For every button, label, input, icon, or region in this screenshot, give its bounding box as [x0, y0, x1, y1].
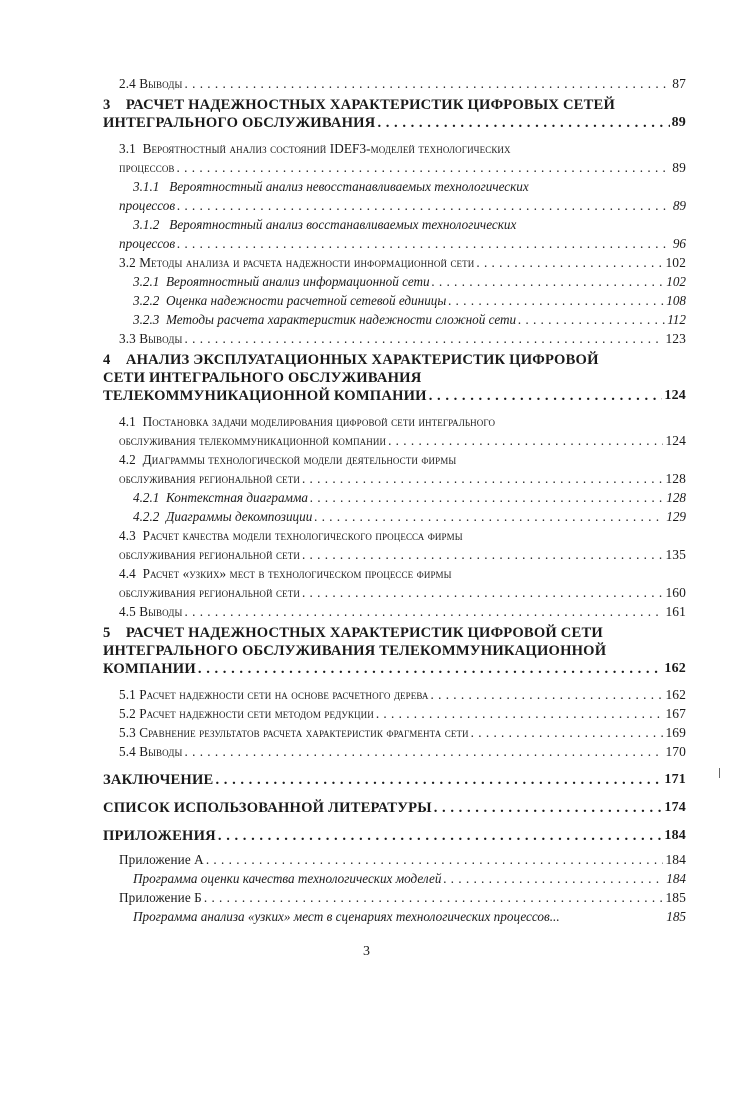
toc-entry-title-line1: Постановка задачи моделирования цифровой сети интегрального: [142, 414, 496, 429]
toc-entry-title: Выводы: [139, 604, 183, 619]
toc-entry-title-line2: обслуживания региональной сети: [119, 585, 300, 600]
page-number: 3: [363, 944, 370, 959]
toc-entry-title: ПРИЛОЖЕНИЯ: [103, 828, 216, 844]
toc-entry-4-2-1[interactable]: [133, 488, 686, 507]
toc-entry-5-1[interactable]: [119, 685, 686, 704]
toc-entry-number: 3.2.2: [133, 293, 160, 308]
toc-entry-number: 4.2.1: [133, 490, 160, 505]
toc-chapter-5[interactable]: [103, 624, 686, 678]
toc-entry-3-3[interactable]: [119, 329, 686, 348]
toc-entry-title-line2: обслуживания региональной сети: [119, 471, 300, 486]
toc-entry-title-line1: Вероятностный анализ состояний IDEF3-моделей технологических: [142, 141, 511, 156]
toc-entry-title: Диаграммы декомпозиции: [165, 509, 313, 524]
toc-chapter-title-line3: КОМПАНИИ: [103, 661, 196, 677]
toc-entry-title: Методы анализа и расчета надежности информационной сети: [139, 255, 475, 270]
toc-entry-number: 3.1.1: [133, 179, 160, 194]
toc-entry-number: 3.1: [119, 141, 136, 156]
toc-entry-4-1[interactable]: [119, 412, 686, 450]
toc-entry-page: 167: [665, 706, 686, 721]
toc-entry-5-3[interactable]: [119, 723, 686, 742]
toc-entry-page: 128: [665, 471, 686, 486]
toc-entry-page: 184: [665, 852, 686, 867]
toc-appendices[interactable]: [103, 827, 686, 845]
toc-entry-page: 124: [664, 388, 686, 403]
toc-entry-5-2[interactable]: [119, 704, 686, 723]
scan-mark: [719, 768, 720, 778]
toc-chapter-3[interactable]: [103, 96, 686, 132]
toc-entry-number: 3.1.2: [133, 217, 160, 232]
toc-entry-number: 2.4: [119, 76, 136, 91]
toc-entry-title-line1: Расчет «узких» мест в технологическом процессе фирмы: [142, 566, 452, 581]
toc-entry-4-3[interactable]: [119, 526, 686, 564]
toc-chapter-title-line1: АНАЛИЗ ЭКСПЛУАТАЦИОННЫХ ХАРАКТЕРИСТИК ЦИФРОВОЙ: [125, 352, 599, 368]
toc-entry-page: 102: [666, 274, 686, 289]
toc-entry-title: Методы расчета характеристик надежности сложной сети: [165, 312, 517, 327]
toc-entry-title: Выводы: [139, 331, 183, 346]
toc-entry-title-line2: обслуживания региональной сети: [119, 547, 300, 562]
toc-chapter-title-line2: СЕТИ ИНТЕГРАЛЬНОГО ОБСЛУЖИВАНИЯ: [103, 370, 422, 386]
toc-entry-page: 102: [665, 255, 686, 270]
toc-chapter-title-line2: ИНТЕГРАЛЬНОГО ОБСЛУЖИВАНИЯ ТЕЛЕКОММУНИКАЦИОННОЙ: [103, 643, 607, 659]
toc-entry-number: 3.2.1: [133, 274, 160, 289]
toc-entry-3-2-3[interactable]: [133, 310, 686, 329]
toc-entry-number: 4.4: [119, 566, 136, 581]
toc-entry-3-2-2[interactable]: [133, 291, 686, 310]
toc-entry-page: 87: [672, 76, 686, 91]
toc-entry-number: 3.2: [119, 255, 136, 270]
toc-entry-page: 170: [665, 744, 686, 759]
toc-entry-2-4[interactable]: [119, 74, 686, 93]
toc-conclusion[interactable]: [103, 771, 686, 789]
toc-chapter-title-line3: ТЕЛЕКОММУНИКАЦИОННОЙ КОМПАНИИ: [103, 388, 427, 404]
toc-entry-4-5[interactable]: [119, 602, 686, 621]
toc-entry-number: 5.1: [119, 687, 136, 702]
toc-entry-number: 5.4: [119, 744, 136, 759]
toc-entry-title: Вероятностный анализ информационной сети: [165, 274, 430, 289]
toc-entry-page: 171: [664, 772, 686, 787]
toc-entry-number: 5.2: [119, 706, 136, 721]
toc-entry-page: 123: [665, 331, 686, 346]
toc-appendix-a[interactable]: [119, 850, 686, 869]
toc-entry-page: 108: [666, 293, 686, 308]
toc-entry-page: 135: [665, 547, 686, 562]
toc-entry-page: 185: [666, 909, 686, 924]
toc-entry-title: Оценка надежности расчетной сетевой единицы: [165, 293, 447, 308]
toc-entry-title-line2: процессов: [119, 198, 176, 213]
toc-entry-3-2-1[interactable]: [133, 272, 686, 291]
toc-entry-title-line1: Диаграммы технологической модели деятельности фирмы: [142, 452, 457, 467]
toc-entry-page: 169: [665, 725, 686, 740]
toc-chapter-title-line1: РАСЧЕТ НАДЕЖНОСТНЫХ ХАРАКТЕРИСТИК ЦИФРОВЫХ СЕТЕЙ: [125, 97, 616, 113]
toc-entry-number: 4.2: [119, 452, 136, 467]
toc-entry-number: 4.3: [119, 528, 136, 543]
toc-entry-page: 160: [665, 585, 686, 600]
toc-entry-page: 89: [672, 198, 686, 213]
toc-entry-title: Контекстная диаграмма: [165, 490, 308, 505]
toc-chapter-title-line2: ИНТЕГРАЛЬНОГО ОБСЛУЖИВАНИЯ: [103, 115, 376, 131]
toc-entry-title: Программа анализа «узких» мест в сценариях технологических процессов...: [133, 909, 560, 924]
toc-entry-number: 4.5: [119, 604, 136, 619]
toc-entry-page: 184: [666, 871, 686, 886]
toc-entry-3-1[interactable]: [119, 139, 686, 177]
toc-entry-page: 128: [666, 490, 686, 505]
toc-references[interactable]: [103, 799, 686, 817]
toc-entry-page: 124: [665, 433, 686, 448]
toc-entry-page: 89: [672, 160, 686, 175]
toc-entry-title-line1: Расчет качества модели технологического процесса фирмы: [142, 528, 463, 543]
toc-entry-3-1-1[interactable]: [119, 177, 686, 215]
toc-entry-title-line2: процессов: [119, 236, 176, 251]
toc-entry-page: 184: [664, 828, 686, 843]
toc-entry-page: 162: [664, 661, 686, 676]
toc-entry-title: Сравнение результатов расчета характеристик фрагмента сети: [139, 725, 469, 740]
toc-entry-3-2[interactable]: [119, 253, 686, 272]
toc-entry-page: 185: [665, 890, 686, 905]
toc-entry-title: СПИСОК ИСПОЛЬЗОВАННОЙ ЛИТЕРАТУРЫ: [103, 800, 432, 816]
toc-entry-number: 4.1: [119, 414, 136, 429]
toc-entry-3-1-2[interactable]: [119, 215, 686, 253]
toc-entry-title: Выводы: [139, 76, 183, 91]
toc-entry-number: 4.2.2: [133, 509, 160, 524]
toc-entry-4-2-2[interactable]: [133, 507, 686, 526]
toc-entry-title-line1: Вероятностный анализ восстанавливаемых технологических: [169, 217, 517, 232]
toc-chapter-number: 4: [103, 352, 111, 368]
table-of-contents: [103, 74, 686, 926]
toc-entry-page: 162: [665, 687, 686, 702]
toc-entry-page: 161: [665, 604, 686, 619]
toc-appendix-a-program[interactable]: [133, 869, 686, 888]
toc-entry-title-line2: обслуживания телекоммуникационной компании: [119, 433, 387, 448]
toc-entry-title-line2: процессов: [119, 160, 175, 175]
toc-entry-5-4[interactable]: [119, 742, 686, 761]
toc-chapter-4[interactable]: [103, 351, 686, 405]
toc-appendix-b-program[interactable]: [133, 907, 686, 926]
toc-entry-title-line1: Вероятностный анализ невосстанавливаемых технологических: [169, 179, 529, 194]
toc-entry-number: 5.3: [119, 725, 136, 740]
toc-chapter-number: 5: [103, 625, 111, 641]
toc-entry-4-2[interactable]: [119, 450, 686, 488]
toc-entry-page: 112: [667, 312, 686, 327]
toc-chapter-title-line1: РАСЧЕТ НАДЕЖНОСТНЫХ ХАРАКТЕРИСТИК ЦИФРОВОЙ СЕТИ: [125, 625, 603, 641]
toc-appendix-b[interactable]: [119, 888, 686, 907]
toc-entry-title: Расчет надежности сети на основе расчетного дерева: [139, 687, 429, 702]
toc-entry-page: 174: [664, 800, 686, 815]
toc-entry-number: 3.3: [119, 331, 136, 346]
toc-entry-page: 129: [666, 509, 686, 524]
toc-entry-page: 96: [672, 236, 686, 251]
toc-entry-title: Выводы: [139, 744, 183, 759]
toc-entry-4-4[interactable]: [119, 564, 686, 602]
toc-entry-title: Расчет надежности сети методом редукции: [139, 706, 374, 721]
toc-entry-page: 89: [671, 115, 686, 130]
toc-chapter-number: 3: [103, 97, 111, 113]
toc-entry-number: 3.2.3: [133, 312, 160, 327]
toc-entry-title: Приложение А: [119, 852, 204, 867]
toc-entry-title: ЗАКЛЮЧЕНИЕ: [103, 772, 214, 788]
toc-entry-title: Приложение Б: [119, 890, 202, 905]
toc-entry-title: Программа оценки качества технологических моделей: [133, 871, 442, 886]
